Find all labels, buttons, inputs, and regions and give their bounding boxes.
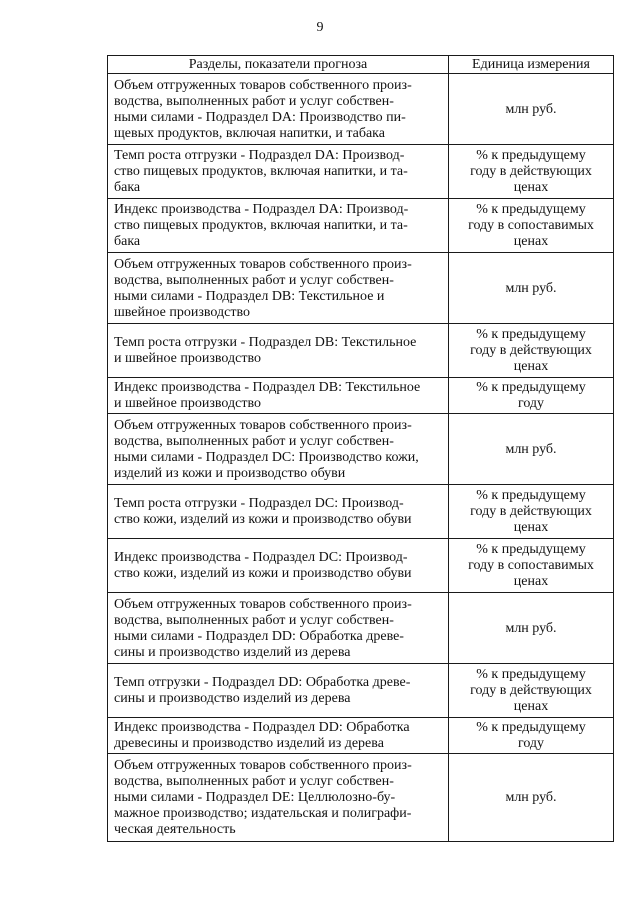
indicator-cell xyxy=(108,754,449,842)
unit-text: млн руб. xyxy=(505,790,557,805)
unit-text: млн руб. xyxy=(505,441,557,457)
unit-cell xyxy=(449,74,614,145)
unit-cell xyxy=(449,593,614,664)
table-row xyxy=(108,539,614,593)
indicator-text: Индекс производства - Подраздел DD: Обработка древесины и производство изделий из дерева xyxy=(114,720,410,751)
forecast-indicators-table xyxy=(107,55,614,842)
unit-text: % к предыдущему году в действующих ценах xyxy=(470,148,592,195)
unit-cell xyxy=(449,754,614,842)
indicator-cell xyxy=(108,324,449,378)
unit-text: млн руб. xyxy=(505,101,557,117)
indicator-text: Объем отгруженных товаров собственного произ- водства, выполненных работ и услуг собствен- ными силами - Подраздел DE: Целлюлозно-бу- мажное производство; издательская и полиграфи- ческая деятельность xyxy=(114,758,412,837)
indicator-cell xyxy=(108,664,449,718)
unit-cell xyxy=(449,485,614,539)
table-row xyxy=(108,718,614,754)
unit-cell xyxy=(449,718,614,754)
table-row xyxy=(108,145,614,199)
indicator-text: Индекс производства - Подраздел DA: Производ- ство пищевых продуктов, включая напитки, и та- бака xyxy=(114,202,409,249)
unit-cell xyxy=(449,324,614,378)
table-row xyxy=(108,414,614,485)
indicator-cell xyxy=(108,593,449,664)
unit-cell xyxy=(449,539,614,593)
indicator-text: Объем отгруженных товаров собственного произ- водства, выполненных работ и услуг собствен- ными силами - Подраздел DD: Обработка древе- сины и производство изделий из дерева xyxy=(114,596,412,660)
unit-text: % к предыдущему году xyxy=(476,720,586,751)
table-row xyxy=(108,664,614,718)
unit-cell xyxy=(449,199,614,253)
table-row xyxy=(108,378,614,414)
unit-text: млн руб. xyxy=(505,280,557,296)
indicator-text: Темп роста отгрузки - Подраздел DB: Текстильное и швейное производство xyxy=(114,335,417,366)
indicator-text: Объем отгруженных товаров собственного произ- водства, выполненных работ и услуг собствен- ными силами - Подраздел DB: Текстильное и швейное производство xyxy=(114,256,412,320)
unit-cell xyxy=(449,664,614,718)
indicator-text: Темп роста отгрузки - Подраздел DC: Производ- ство кожи, изделий из кожи и производство обуви xyxy=(114,496,412,527)
unit-text: % к предыдущему году в действующих ценах xyxy=(470,667,592,714)
indicator-text: Темп роста отгрузки - Подраздел DA: Производ- ство пищевых продуктов, включая напитки, и та- бака xyxy=(114,148,408,195)
indicator-cell xyxy=(108,199,449,253)
indicator-text: Объем отгруженных товаров собственного произ- водства, выполненных работ и услуг собствен- ными силами - Подраздел DC: Производство кожи, изделий из кожи и производство обуви xyxy=(114,417,419,481)
indicator-cell xyxy=(108,145,449,199)
unit-cell xyxy=(449,253,614,324)
header-unit: Единица измерения xyxy=(449,56,614,74)
table-row xyxy=(108,593,614,664)
table-row xyxy=(108,253,614,324)
indicator-text: Индекс производства - Подраздел DB: Текстильное и швейное производство xyxy=(114,380,421,411)
page-number: 9 xyxy=(316,20,324,35)
unit-cell xyxy=(449,414,614,485)
unit-text: % к предыдущему году в действующих ценах xyxy=(470,327,592,374)
indicator-text: Темп отгрузки - Подраздел DD: Обработка древе- сины и производство изделий из дерева xyxy=(114,675,411,706)
indicator-cell xyxy=(108,485,449,539)
indicator-cell xyxy=(108,414,449,485)
unit-text: % к предыдущему году в сопоставимых ценах xyxy=(468,202,594,249)
table-row xyxy=(108,199,614,253)
unit-text: млн руб. xyxy=(505,620,557,636)
indicator-cell xyxy=(108,539,449,593)
indicator-text: Индекс производства - Подраздел DC: Производ- ство кожи, изделий из кожи и производство обуви xyxy=(114,550,412,581)
unit-cell xyxy=(449,378,614,414)
table-row xyxy=(108,74,614,145)
table-row xyxy=(108,754,614,842)
header-indicator: Разделы, показатели прогноза xyxy=(108,56,449,74)
table-header-row xyxy=(108,56,614,74)
indicator-text: Объем отгруженных товаров собственного произ- водства, выполненных работ и услуг собствен- ными силами - Подраздел DA: Производство пи- щевых продуктов, включая напитки, и табака xyxy=(114,77,412,141)
unit-text: % к предыдущему году в действующих ценах xyxy=(470,488,592,535)
indicator-cell xyxy=(108,74,449,145)
table-row xyxy=(108,324,614,378)
table-row xyxy=(108,485,614,539)
indicator-cell xyxy=(108,378,449,414)
unit-text: % к предыдущему году xyxy=(476,380,586,411)
indicator-cell xyxy=(108,718,449,754)
indicator-cell xyxy=(108,253,449,324)
unit-cell xyxy=(449,145,614,199)
unit-text: % к предыдущему году в сопоставимых ценах xyxy=(468,542,594,589)
